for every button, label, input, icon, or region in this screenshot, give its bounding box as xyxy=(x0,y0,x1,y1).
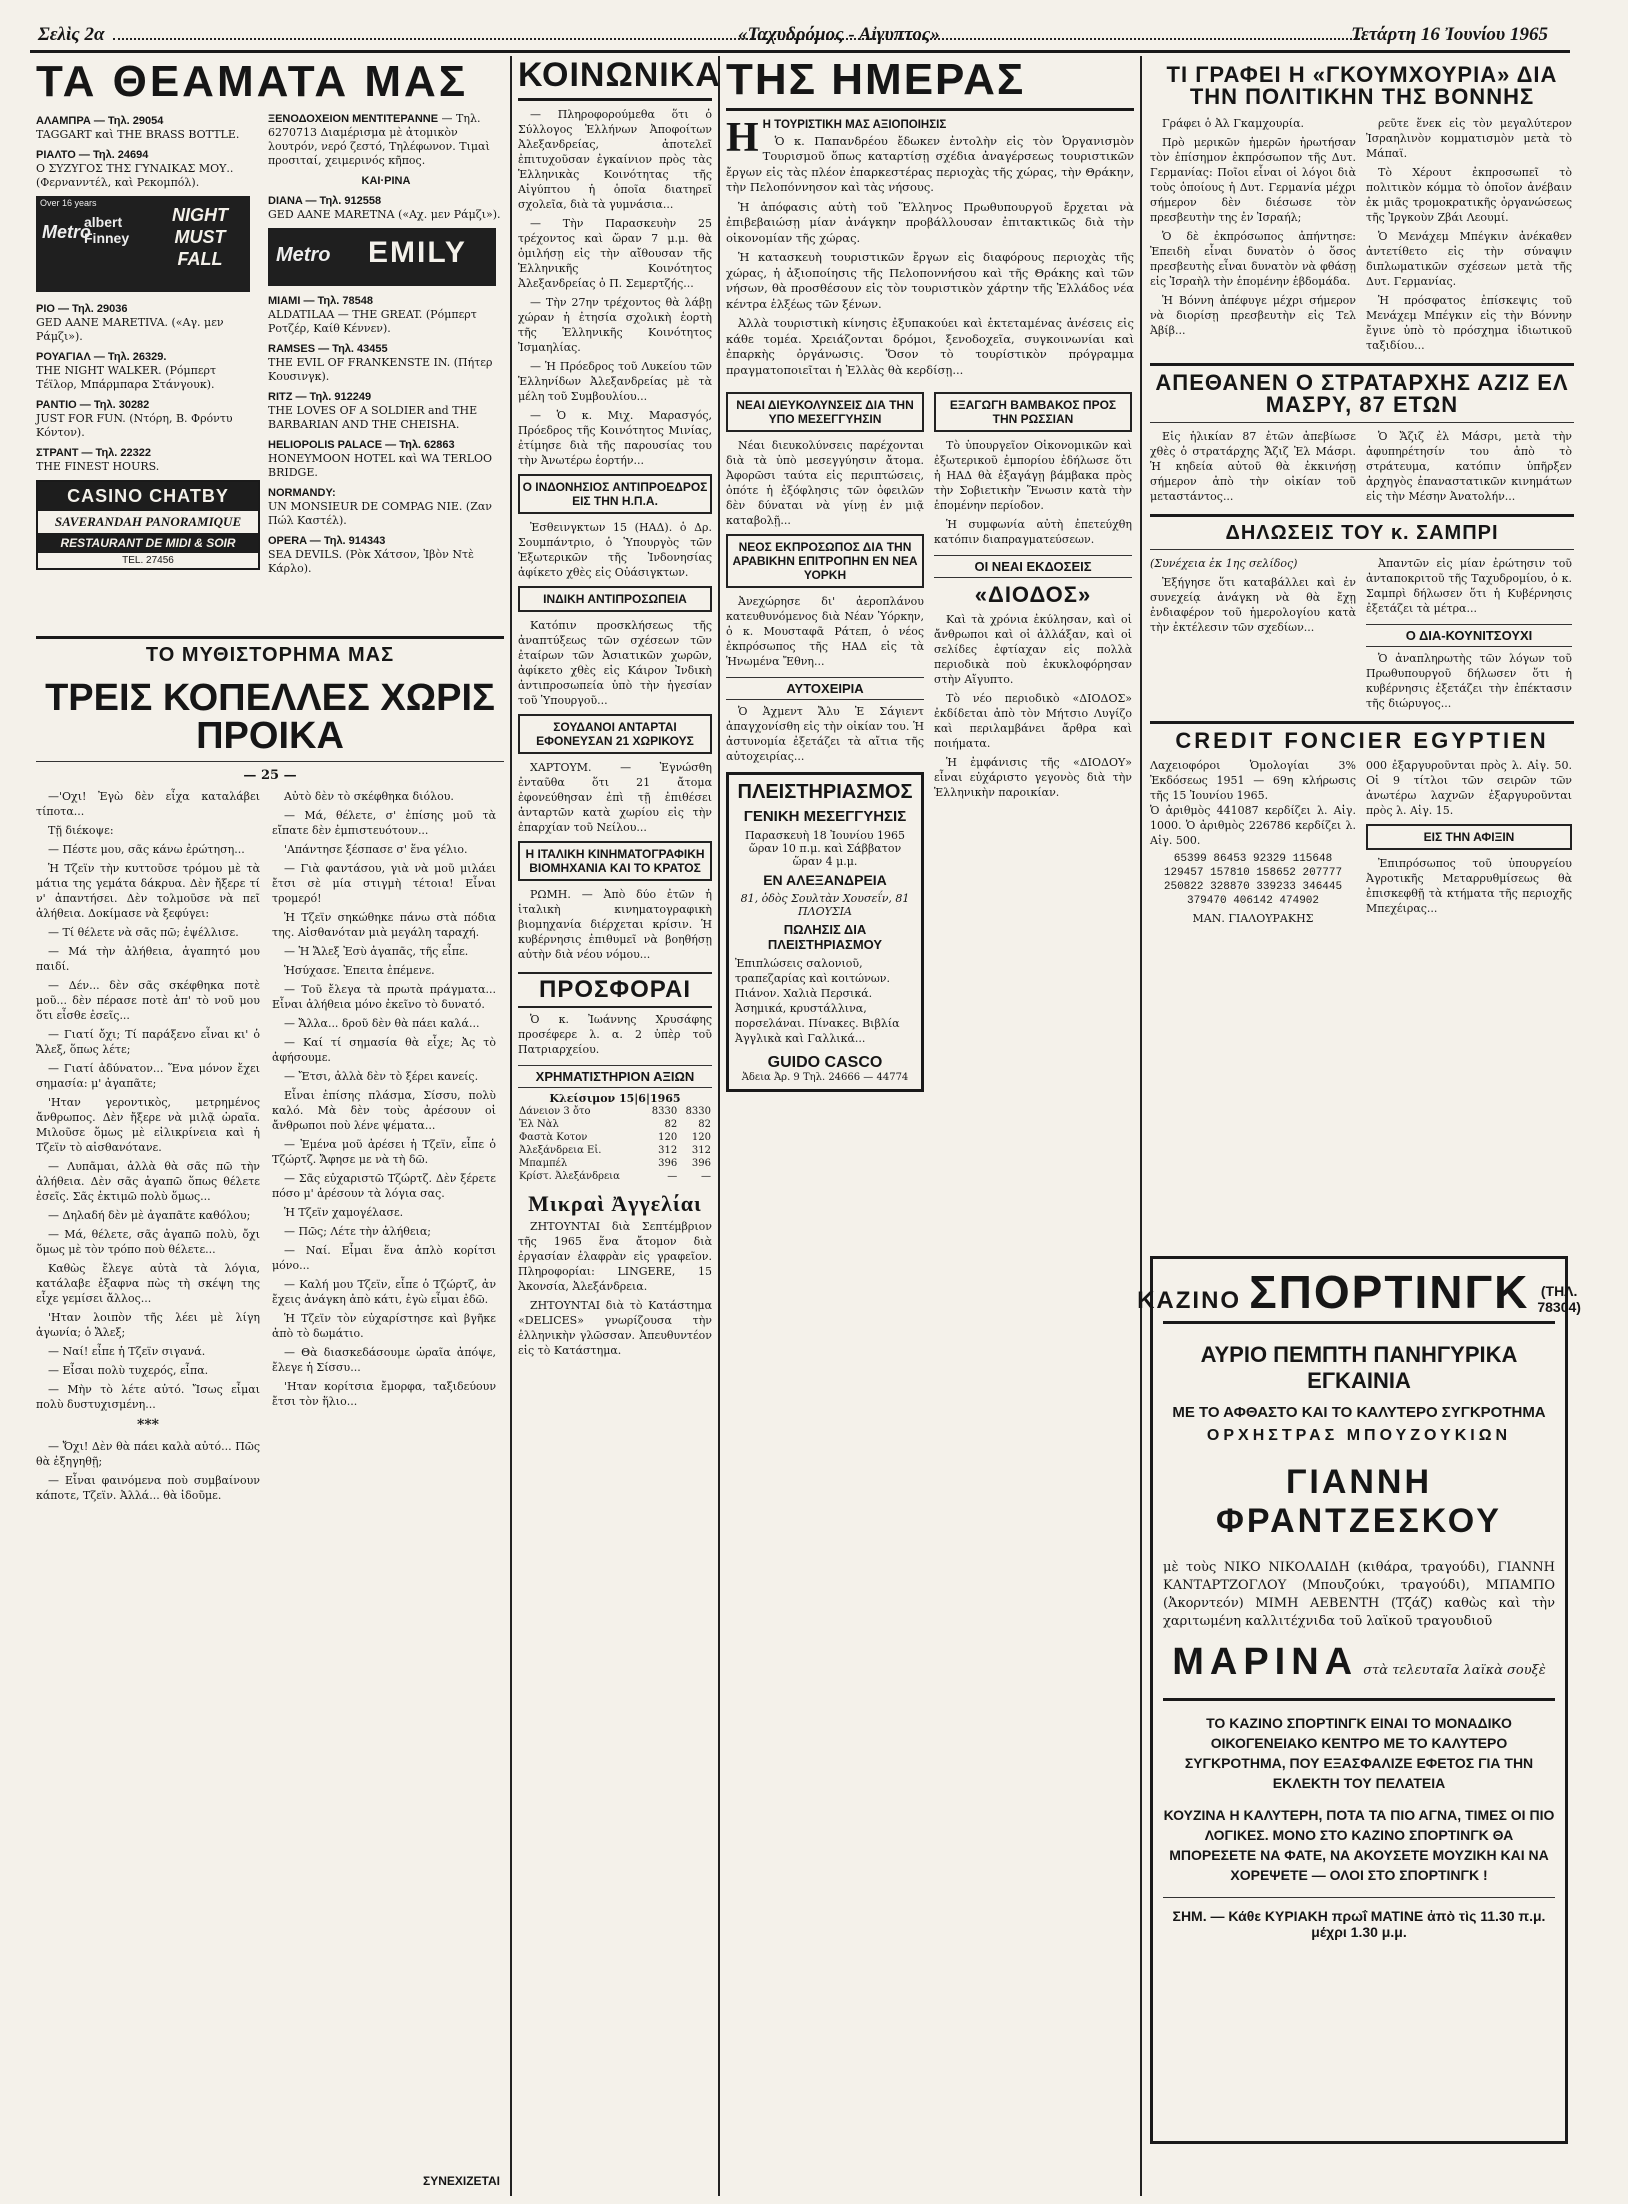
gumhuria-column-a: Γράφει ὁ Ἀλ Γκαμχουρία. Πρὸ μερικῶν ἡμερῶν ἠρωτήσαν τὸν ἐπίσημον ἐκπρόσωπον τῆς Δυτ. Γερμανίας: Ποῖοι εἶναι οἱ λόγοι διὰ τοὺς ὁποίους ἡ Δυτ. Γερμανία μέχρι σήμερον δὲν διέσωσε τὸν πρεσβευτὴν της ἐν Ἰσραήλ; Ὁ δὲ ἐκπρόσωπος ἀπήντησε: Ἐπειδὴ εἶναι δυνατὸν ὁ ὅσος πρεσβευτὴς εἶναι δυνατὸν νὰ φθάσῃ εἰς Ἰσραὴλ τὴν ἑπομένην ἑβδομάδα. Ἡ Βόννη ἀπέφυγε μέχρι σήμερον νὰ διορίσῃ πρεσβευτὴν εἰς Τελ Ἀβίβ... xyxy=(1150,117,1356,337)
listing-item: ΡΙΑΛΤΟ — Τηλ. 24694 Ο ΣΥΖΥΓΟΣ ΤΗΣ ΓΥΝΑΙΚΑΣ ΜΟΥ.. (Φερνανντέλ, καὶ Ρεκομπόλ). xyxy=(36,149,234,189)
divider xyxy=(1163,1698,1555,1701)
section-heading-day: ΤΗΣ ΗΜΕΡΑΣ xyxy=(726,55,1026,104)
newspaper-name: «Ταχυδρόμος - Αἰγυπτος» xyxy=(738,24,940,45)
sabri-column-b: Ἀπαντῶν εἰς μίαν ἐρώτησιν τοῦ ἀνταποκριτοῦ τῆς Ταχυδρομίου, ὁ κ. Σαμπρὶ δήλωσεν ὅτι ἡ Κυβέρνησις ἐξετάζει τὰ μέτρα... Ο ΔΙΑ-ΚΟΥΝΙΤΣΟΥΧΙ Ὁ ἀναπληρωτὴς τῶν λόγων τοῦ Πρωθυπουργοῦ δήλωσεν ὅτι ἡ κυβέρνησις ἐξετάζει τὴν ἐπέκτασιν τῆς διώρυγος... xyxy=(1366,557,1572,710)
episode-number: — 25 — xyxy=(243,768,297,783)
article-cotton: Τὸ ὑπουργεῖον Οἰκονομικῶν καὶ ἐξωτερικοῦ ἐμπορίου ἐδήλωσε ὅτι ἡ ΗΑΔ θὰ ἐξαγάγῃ βάμβακα πρὸς τὴν Σοβιετικὴν Ἕνωσιν κατὰ τὴν ἑπομένην περίοδον. Ἡ συμφωνία αὐτὴ ἐπετεύχθη κατόπιν διαπραγματεύσεων. xyxy=(934,439,1132,546)
page-label: Σελὶς 2α xyxy=(38,24,105,45)
listing-item: DIANA — Τηλ. 912558 GED AANE MARETNA («Αχ. μεν Ράμζι»). xyxy=(268,195,501,221)
death-column-b: Ὁ Ἄζιζ ἐλ Μάσρι, μετὰ τὴν ἀφυπηρέτησίν του ἀπὸ τὸ στράτευμα, κατόπιν ὑπῆρξεν ἀρχηγὸς ἐπαναστατικῶν κινημάτων εἰς τὴν Μέσην Ἀνατολήν... xyxy=(1366,430,1572,503)
divider xyxy=(726,108,1134,111)
listing-item: RITZ — Τηλ. 912249 THE LOVES OF A SOLDIER and THE BARBARIAN AND THE CHEISHA. xyxy=(268,391,478,431)
novel-section xyxy=(36,630,504,2200)
drop-cap: Η xyxy=(726,115,759,161)
column-rule xyxy=(718,56,720,2196)
divider xyxy=(1150,422,1574,423)
headline-suicide: ΑΥΤΟΧΕΙΡΙΑ xyxy=(726,677,924,700)
novel-column-a: —'Οχι! Ἐγὼ δὲν εἶχα καταλάβει τίποτα... Τῇ διέκοψε: — Πέστε μου, σᾶς κάνω ἐρώτηση... Ἡ Τζεϊν τὴν κυττοῦσε τρόμου μὲ τὰ μάτια της γεμάτα δάκρυα. Δὲν ἤξερε τί ν' ἀπαντήσει. Δὲν τολμοῦσε νὰ πεῖ ἀλήθεια. Δοκίμασε νὰ ξεφύγει: — Τί θέλετε νὰ σᾶς πῶ; ἐψέλλισε. — Μά τὴν ἀλήθεια, ἀγαπητό μου παιδί. — Δέν... δὲν σᾶς σκέφθηκα ποτὲ μοῦ... δὲν πέρασε ποτὲ ἀπ' τὸ νοῦ μου ὅτι εἶσθε ἐσεῖς... — Γιατί ὄχι; Τί παράξενο εἶναι κι' ὁ Ἄλεξ, ὅπως λέτε; — Γιατί ἀδύνατον... Ἕνα μόνον ἔχει σημασία: μ' ἀγαπᾶτε; 'Ηταν γεροντικὸς, μετρημένος ἄνθρωπος. Δὲν ἤξερε νὰ μιλᾷ ὡραῖα. Μιλοῦσε ὅμως μὲ εἰλικρίνεια καὶ ἡ Τζεϊν τὸ αἰσθανότανε. — Λυπᾶμαι, ἀλλὰ θὰ σᾶς πῶ τὴν ἀλήθεια. Δὲν σᾶς ἀγαπῶ ὅπως θέλετε ἐσεῖς. Σᾶς ἐκτιμῶ πολὺ ὅμως... — Δηλαδή δὲν μὲ ἀγαπᾶτε καθόλου; — Μά, θέλετε, σᾶς ἀγαπῶ πολὺ, ὄχι ὅμως μὲ τὸν τρόπο ποὺ θέλετε... Καθὼς ἔλεγε αὐτὰ τὰ λόγια, κατάλαβε ἐξαφνα πὼς τὴ σκέψη της εἶχε γεμίσει ἄλλος... 'Ηταν λοιπὸν τῆς λέει μὲ λίγη ἀγωνία; ὁ Ἄλεξ; — Ναί! εἶπε ἡ Τζεϊν σιγανά. — Εἶσαι πολὺ τυχερός, εἶπα. — Μὴν τὸ λέτε αὐτό. Ἴσως εἶμαι πολὺ δυστυχισμένη... *** — Ὄχι! Δὲν θὰ πάει καλὰ αὐτό... Πῶς θὰ ἐξηγηθῇ; — Εἶναι φαινόμενα ποὺ συμβαίνουν κάποτε, Τζεϊν. Ἀλλά... θὰ ἰδοῦμε. xyxy=(36,790,260,1502)
headline-sabri: ΔΗΛΩΣΕΙΣ ΤΟΥ κ. ΣΑΜΠΡΙ xyxy=(1225,522,1499,544)
listing-item: HELIOPOLIS PALACE — Τηλ. 62863 HONEYMOON HOTEL καὶ WA TERLOO BRIDGE. xyxy=(268,439,493,479)
right-column xyxy=(1150,58,1574,1238)
article-envoy: Ἀνεχώρησε δι' ἀεροπλάνου κατευθυνόμενος διὰ Νέαν Ὑόρκην, ὁ κ. Μουσταφᾶ Ράτεπ, ὁ νέος ἐκπρόσωπος τῆς ΗΑΔ εἰς τὰ Ἡνωμένα Ἔθνη... xyxy=(726,595,924,668)
novel-column-b: Αὐτὸ δὲν τὸ σκέφθηκα διόλου. — Μά, θέλετε, σ' ἐπίσης μοῦ τὰ εἴπατε δὲν ἐμπιστευότουν... 'Απάντησε ξέσπασε σ' ἕνα γέλιο. — Γιὰ φαντάσου, γιὰ νὰ μοῦ μιλάει ἔτσι σὲ μία στιγμὴ τέτοια! Εἶναι τρομερό! Ἡ Τζεϊν σηκώθηκε πάνω στὰ πόδια της. Αἰσθανόταν μιὰ μεγάλη ταραχή. — Ἡ Ἄλεξ Ἐσὺ ἀγαπᾶς, τῆς εἶπε. Ἡσύχασε. Ἐπειτα ἐπέμενε. — Τοῦ ἔλεγα τὰ πρωτὰ πράγματα... Εἶναι ἀλήθεια μόνο ἐκεῖνο τὸ δυνατό. — Ἄλλα... δροῦ δὲν θὰ πάει καλά... — Καί τί σημασία θὰ εἶχε; Ἀς τὸ ἀφήσουμε. — Ἔτσι, ἀλλὰ δὲν τὸ ξέρει κανείς. Εἶναι ἐπίσης πλάσμα, Σίσσυ, πολὺ καλό. Μὰ δὲν τοὺς ἀρέσουν οἱ ἄνθρωποι ποὺ λένε ψέματα... — Ἐμένα μοῦ ἀρέσει ἡ Τζεϊν, εἶπε ὁ Τζώρτζ. Ἄφησε με νὰ τὴ δῶ. — Σᾶς εὐχαριστῶ Τζώρτζ. Δὲν ξέρετε πόσο μ' ἀρέσουν τὰ λόγια σας. Ἡ Τζεϊν χαμογέλασε. — Πῶς; Λέτε τὴν ἀλήθεια; — Ναί. Εἶμαι ἕνα ἁπλὸ κορίτσι μόνο... — Καλή μου Τζεϊν, εἶπε ὁ Τζώρτζ, ἀν ἔχεις ἀνάγκη ἀπὸ κάτι, ἐγὼ εἶμαι ἐδῶ. Ἡ Τζεϊν τὸν εὐχαρίστησε καὶ βγῆκε ἀπὸ τὸ δωμάτιο. — Θὰ διασκεδάσουμε ὡραῖα ἀπόψε, ἔλεγε ἡ Σίσσυ... 'Ηταν κορίτσια ἔμορφα, ταξιδεύουν ἔτσι τὸν ἥλιο... xyxy=(272,790,496,1408)
stocks-table xyxy=(518,1105,712,1183)
article-offers: Ὁ κ. Ἰωάννης Χρυσάφης προσέφερε λ. α. 2 ὑπὲρ τοῦ Πατριαρχείου. xyxy=(518,1013,712,1056)
social-text: — Πληροφορούμεθα ὅτι ὁ Σύλλογος Ἑλλήνων Ἀποφοίτων Ἀλεξανδρείας, ἀποτελεῖ ἐπιτυχοῦσαν ἐγκαίνιον πρὸς τὰς Ἑλληνικὰς Κοινότητας τῆς Αἰγύπτου ἡ ὁποῖα διατηρεῖ σχολεῖα, διὰ τὰ γυμνάσια... — Τὴν Παρασκευὴν 25 τρέχοντος καὶ ὥραν 7 μ.μ. θὰ ὁμιλήσῃ εἰς τὴν αἴθουσαν τῆς Ἑλληνικῆς Κοινότητος Ἀλεξανδρείας ὁ Π. Σεμερτζής... — Τὴν 27ην τρέχοντος θὰ λάβῃ χώραν ἡ ἐτησία σχολικὴ ἑορτὴ τῆς Ἑλληνικῆς Κοινότητος Ἰσμαηλίας. — Ἡ Πρόεδρος τοῦ Λυκείου τῶν Ἑλληνίδων Ἀλεξανδρείας μὲ τὰ μέλη τοῦ Συμβουλίου... — Ὁ κ. Μιχ. Μαρασγός, Πρόεδρος τῆς Κοινότητος Μινίας, ἐτίμησε διὰ τῆς παρουσίας του τὴν Ἀνωτέρω ἑορτήν... xyxy=(518,108,712,467)
ad-matinee-note: ΣΗΜ. — Κάθε ΚΥΡΙΑΚΗ πρωΐ ΜΑΤΙΝΕ ἀπὸ τὶς 11.30 π.μ. μέχρι 1.30 μ.μ. xyxy=(1172,1908,1546,1940)
continued-label: ΣΥΝΕΧΙΖΕΤΑΙ xyxy=(423,2174,500,2188)
ad-opening: ΑΥΡΙΟ ΠΕΜΠΤΗ ΠΑΝΗΓΥΡΙΚΑ ΕΓΚΑΙΝΙΑ xyxy=(1200,1342,1518,1393)
headline-india: ΙΝΔΙΚΗ ΑΝΤΙΠΡΟΣΩΠΕΙΑ xyxy=(518,586,712,612)
gumhuria-column-b: ρεῦτε ἕνεκ εἰς τὸν μεγαλύτερον Ἰσραηλινὸν κομματισμὸν μετὰ τὸ Μάπαϊ. Τὸ Χέρουτ ἐκπροσωπεῖ τὸ πολιτικὸν κόμμα τὸ ὁποῖον ἀνέβαιν ἐκ μιᾶς τρομοκρατικῆς ὀργανώσεως τῆς Ἰργκοὺν Ζβάι Λεουμί. Ὁ Μενάχεμ Μπέγκιν ἀνέκαθεν ἀντετίθετο εἰς τὴν σύναψιν διπλωματικῶν σχέσεων μετὰ τῆς Δυτ. Γερμανίας. Ἡ πρόσφατος ἐπίσκεψις τοῦ Μενάχεμ Μπέγκιν εἰς τὴν Βόννην ἔγινε ὑπὸ τὸ πρόσχημα ἰδιωτικοῦ ταξιδίου... xyxy=(1366,117,1572,352)
headline-facilities: ΝΕΑΙ ΔΙΕΥΚΟΛΥΝΣΕΙΣ ΔΙΑ ΤΗΝ ΥΠΟ ΜΕΣΕΓΓΥΗΣΙΝ xyxy=(726,392,924,432)
metro-ad-right: Metro EMILY xyxy=(268,228,496,286)
death-column-a: Εἰς ἡλικίαν 87 ἐτῶν ἀπεβίωσε χθὲς ὁ στρατάρχης Ἄζιζ Ἐλ Μάσρι. Ἡ κηδεία αὐτοῦ θὰ ἐκκινήσῃ σήμερον ἀπὸ τὴν οἰκίαν τοῦ μεταστάντος... xyxy=(1150,430,1356,503)
article-italy: ΡΩΜΗ. — Ἀπὸ δύο ἐτῶν ἡ ἰταλικὴ κινηματογραφικὴ βιομηχανία διέρχεται κρίσιν. Ἡ κυβέρνησις ἐπιθυμεῖ νὰ βοηθήσῃ αὐτὴν διὰ νέου νόμου... xyxy=(518,888,712,961)
headline-cotton: ΕΞΑΓΩΓΗ ΒΑΜΒΑΚΟΣ ΠΡΟΣ ΤΗΝ ΡΩΣΣΙΑΝ xyxy=(934,392,1132,432)
headline-stocks: ΧΡΗΜΑΤΙΣΤΗΡΙΟΝ ΑΞΙΩΝ xyxy=(518,1065,712,1088)
listing-item: ΡΟΥΑΓΙΑΛ — Τηλ. 26329. THE NIGHT WALKER. (Ρόμπερτ Τέϊλορ, Μπάρμπαρα Στάνγουκ). xyxy=(36,351,217,391)
credit-column-b: 000 ἐξαργυροῦνται πρὸς λ. Αἰγ. 50. Οἱ 9 τίτλοι τῶν σειρῶν τῶν ἀνωτέρω λαχνῶν ἐξαργυροῦνται πρὸς λ. Αἰγ. 15. ΕΙΣ ΤΗΝ ΑΦΙΞΙΝ Ἐπιπρόσωπος τοῦ ὑπουργείου Ἀγροτικῆς Μεταρρυθμίσεως θὰ ἐπισκεφθῇ τὰ κτήματα τῆς περιοχῆς Μπεχέιρας... xyxy=(1366,759,1572,915)
table-row: Φαστὰ Κοτον 120 120 xyxy=(519,1132,711,1143)
novel-title: ΤΡΕΙΣ ΚΟΠΕΛΛΕΣ ΧΩΡΙΣ ΠΡΟΙΚΑ xyxy=(45,677,495,757)
article-indonesia: Ἐσθεινγκτων 15 (ΗΑΔ). ὁ Δρ. Σουμπάντριο, ὁ Ὑπουργὸς τῶν Ἐξωτερικῶν τῆς Ἰνδονησίας ἀφίκετο χθὲς εἰς Οὐάσιγκτων. xyxy=(518,521,712,579)
divider xyxy=(518,98,712,101)
credit-signature: ΜΑΝ. ΓΙΑΛΟΥΡΑΚΗΣ xyxy=(1192,912,1314,925)
headline-indonesia: Ο ΙΝΔΟΝΗΣΙΟΣ ΑΝΤΙΠΡΟΕΔΡΟΣ ΕΙΣ ΤΗΝ Η.Π.Α. xyxy=(518,474,712,514)
column-rule xyxy=(510,56,512,2196)
top-rule xyxy=(30,50,1570,53)
publication-title: «ΔΙΟΔΟΣ» xyxy=(974,582,1092,607)
day-subcolumn-b xyxy=(934,386,1132,1092)
novel-section-heading: ΤΟ ΜΥΘΙΣΤΟΡΗΜΑ ΜΑΣ xyxy=(145,644,395,666)
headline-death: ΑΠΕΘΑΝΕΝ Ο ΣΤΡΑΤΑΡΧΗΣ ΑΖΙΖ ΕΛ ΜΑΣΡΥ, 87 ΕΤΩΝ xyxy=(1155,370,1569,417)
lottery-numbers: 65399 86453 92329 115648 129457 157810 158652 207777 250822 328870 339233 346445 379470 406142 474902 xyxy=(1163,853,1343,907)
ad-promo: ΤΟ ΚΑΖΙΝΟ ΣΠΟΡΤΙΝΓΚ ΕΙΝΑΙ ΤΟ ΜΟΝΑΔΙΚΟ ΟΙΚΟΓΕΝΕΙΑΚΟ ΚΕΝΤΡΟ ΜΕ ΤΟ ΚΑΛΥΤΕΡΟ ΣΥΓΚΡΟΤΗΜΑ, ΠΟΥ ΕΞΑΣΦΑΛΙΖΕ ΕΦΕΤΟΣ ΓΙΑ ΤΗΝ ΕΚΛΕΚΤΗ ΤΟΥ ΠΕΛΑΤΕΙΑ xyxy=(1184,1715,1534,1791)
headline-canal: Ο ΔΙΑ-ΚΟΥΝΙΤΣΟΥΧΙ xyxy=(1366,624,1572,647)
headline-sudan: ΣΟΥΔΑΝΟΙ ΑΝΤΑΡΤΑΙ ΕΦΟΝΕΥΣΑΝ 21 ΧΩΡΙΚΟΥΣ xyxy=(518,714,712,754)
headline-arrival: ΕΙΣ ΤΗΝ ΑΦΙΞΙΝ xyxy=(1366,824,1572,850)
day-subcolumn-a xyxy=(726,386,924,1092)
listing-item: NORMANDY: UN MONSIEUR DE COMPAG NIE. (Ζαν Πώλ Καστέλ). xyxy=(268,487,492,527)
ad-cast: μὲ τοὺς ΝΙΚΟ ΝΙΚΟΛΑΙΔΗ (κιθάρα, τραγούδι), ΓΙΑΝΝΗ ΚΑΝΤΑΡΤΖΟΓΛΟΥ (Μπουζούκι, τραγούδι), ΜΠΑΜΠΟ (Ἀκορντεόν) ΜΙΜΗ ΑΕΒΕΝΤΗ (Τζάζ) καθὼς καὶ τὴν χαριτωμένη καλλιτέχνιδα τοῦ λαϊκοῦ τραγουδιοῦ xyxy=(1163,1560,1555,1629)
divider xyxy=(1163,1897,1555,1898)
classified-ads: ΖΗΤΟΥΝΤΑΙ διὰ Σεπτέμβριον τῆς 1965 ἕνα ἄτομον διὰ ἐργασίαν ἐλαφρὰν εἰς γραφεῖον. Πληροφορίαι: LINGERE, 15 Ἀκονσία, Ἀλεξάνδρεια. ΖΗΤΟΥΝΤΑΙ διὰ τὸ Κατάστημα «DELICES» γνωρίζουσα τὴν ἑλληνικὴν γλῶσσαν. Ἀπευθυντέον εἰς τὸ Κατάστημα. xyxy=(518,1220,712,1357)
stocks-date: Κλείσιμον 15|6|1965 xyxy=(549,1092,681,1105)
table-row: Ἀλεξάνδρεια Εἰ. 312 312 xyxy=(519,1145,711,1156)
listing-item: ΡΙΟ — Τηλ. 29036 GED AANE MARETIVA. («Αγ. μεν Ράμζι»). xyxy=(36,303,224,343)
article-publications: Καὶ τὰ χρόνια ἐκύλησαν, καὶ οἱ ἄνθρωποι καὶ οἱ ἀλλάξαν, καὶ οἱ σελίδες ἐφτίαχαν εἰς πολλὰ περιοδικὰ ποὺ ἐκυκλοφόρησαν στὴν Αἴγυπτο. Τὸ νέο περιοδικὸ «ΔΙΟΔΟΣ» ἐκδίδεται ἀπὸ τὸν Μήτσιο Λυγίζο καὶ περιλαμβάνει ἄρθρα καὶ ποιήματα. Ἡ ἐμφάνισις τῆς «ΔΙΟΔΟΥ» εἶναι εὐχάριστο γεγονὸς διὰ τὴν Ἑλληνικὴν παροικίαν. xyxy=(934,613,1132,799)
divider xyxy=(1150,363,1574,366)
divider xyxy=(1150,514,1574,517)
ad-tel: (ΤΗΛ. 78304) xyxy=(1537,1283,1581,1315)
ad-sporting-name: ΣΠΟΡΤΙΝΓΚ xyxy=(1249,1266,1530,1318)
casino-chatby-ad: CASINO CHATBY SAVERANDAH PANORAMIQUE RESTAURANT DE MIDI & SOIR TEL. 27456 xyxy=(36,480,260,570)
article-facilities: Νέαι διευκολύνσεις παρέχονται διὰ τὰ ὑπὸ μεσεγγύησιν ἄτομα. Ἀφορῶσι ταύτα εἰς περιπτώσεις, ὁπότε ἡ ἐξόφλησις τῶν ὀφειλῶν δὲν δύναται νὰ γίνῃ ἐν μιᾷ καταβολῇ... xyxy=(726,439,924,527)
divider xyxy=(1163,1321,1555,1324)
lead-title: Η ΤΟΥΡΙΣΤΙΚΗ ΜΑΣ ΑΞΙΟΠΟΙΗΣΙΣ xyxy=(762,119,947,131)
ad-promo-2: ΚΟΥΖΙΝΑ Η ΚΑΛΥΤΕΡΗ, ΠΟΤΑ ΤΑ ΠΙΟ ΑΓΝΑ, ΤΙΜΕΣ ΟΙ ΠΙΟ ΛΟΓΙΚΕΣ. ΜΟΝΟ ΣΤΟ ΚΑΖΙΝΟ ΣΠΟΡΤΙΝΓΚ ΘΑ ΜΠΟΡΕΣΕΤΕ ΝΑ ΦΑΤΕ, ΝΑ ΑΚΟΥΣΕΤΕ ΜΟΥΖΙΚΗ ΚΑΙ ΝΑ ΧΟΡΕΨΕΤΕ — ΟΛΟΙ ΣΤΟ ΣΠΟΡΤΙΝΓΚ ! xyxy=(1163,1807,1555,1883)
section-heading-theatres: ΤΑ ΘΕΑΜΑΤΑ ΜΑΣ xyxy=(36,57,469,106)
table-row: Δάνειον 3 ὄτο 8330 8330 xyxy=(519,1106,711,1117)
listing-item: ΞΕΝΟΔΟΧΕΙΟΝ ΜΕΝΤΙΤΕΡΑΝΝΕ — Τηλ. 6270713 Διαμέρισμα μὲ ἀτομικὸν λουτρόν, νερό ζεστό, Τηλέφωνον. Τιμαὶ προσιταί, χειμερινός κῆπος. xyxy=(268,112,490,167)
sabri-column-a: (Συνέχεια ἐκ 1ης σελίδος) Ἐξήγησε ὅτι καταβάλλει καὶ ἐν συνεχείᾳ ἀνάγκη νὰ θὰ ἔχῃ ἐνδιαφέρον τοῦ ἡμερολογίου κατὰ τὴν ἐκτέλεσιν τῶν σχεδίων... xyxy=(1150,557,1356,634)
listing-item: RAMSES — Τηλ. 43455 THE EVIL OF FRANKENSTE IN. (Πήτερ Κουσινγκ). xyxy=(268,343,493,383)
article-sudan: ΧΑΡΤΟΥΜ. — Ἐγνώσθη ἐνταῦθα ὅτι 21 ἄτομα ἐφονεύθησαν ἐπὶ τῇ ἐπιθέσει ἀνταρτῶν κατὰ χωρίου εἰς τὴν ἐπαρχίαν τοῦ Νείλου... xyxy=(518,761,712,834)
headline-offers: ΠΡΟΣΦΟΡΑΙ xyxy=(518,972,712,1008)
headline-classified: Μικραὶ Ἀγγελίαι xyxy=(528,1191,702,1216)
headline-envoy: ΝΕΟΣ ΕΚΠΡΟΣΩΠΟΣ ΔΙΑ ΤΗΝ ΑΡΑΒΙΚΗΝ ΕΠΙΤΡΟΠΗΝ ΕΝ ΝΕΑ ΥΟΡΚΗ xyxy=(726,534,924,588)
metro-ad-left: Over 16 years Metro albert Finney NIGHT MUST FALL xyxy=(36,196,250,292)
headline-gumhuria: ΤΙ ΓΡΑΦΕΙ Η «ΓΚΟΥΜΧΟΥΡΙΑ» ΔΙΑ ΤΗΝ ΠΟΛΙΤΙΚΗΝ ΤΗΣ ΒΟΝΝΗΣ xyxy=(1166,62,1558,109)
article-suicide: Ὁ Ἀχμεντ Ἄλυ Ἐ Σάγιεντ ἀπαγχονίσθη εἰς τὴν οἰκίαν του. Ἡ ἀστυνομία ἐξετάζει τὰ αἴτια τῆς αὐτοχειρίας... xyxy=(726,705,924,763)
divider xyxy=(36,636,504,639)
divider xyxy=(1150,549,1574,550)
divider xyxy=(1150,721,1574,724)
table-row: Ἐλ Νὰλ 82 82 xyxy=(519,1119,711,1130)
lead-article: Η Η ΤΟΥΡΙΣΤΙΚΗ ΜΑΣ ΑΞΙΟΠΟΙΗΣΙΣ Ὁ κ. Παπανδρέου ἔδωκεν ἐντολὴν εἰς τὸν Ὀργανισμὸν Τουρισμοῦ ὅπως καταρτίσῃ σχέδια ἀναγέρσεως τουριστικῶν ἔργων εἰς τὰς πλέον ἐπαρκεστέρας περιοχὰς τῆς χώρας, τὴν Θράκην, τὴν Πελοπόννησον καὶ τὰς νήσους. Ἡ ἀπόφασις αὐτὴ τοῦ Ἕλληνος Πρωθυπουργοῦ ἔρχεται νὰ ἐπιβεβαιώσῃ μίαν ἀνάγκην προβάλλουσαν ἐπιτακτικῶς διὰ τὴν οἰκονομίαν τῆς χώρας. Ἡ κατασκευὴ τουριστικῶν ἔργων εἰς διαφόρους περιοχὰς τῆς χώρας, ἡ ἀξιοποίησις τῆς Πελοποννήσου καὶ τῆς Θράκης καὶ τῶν νήσων, θὰ προσθέσουν εἰς τὸν τουριστικὸν χάρτην τῆς Ἑλλάδος νέα κέντρα ἑλξέως τῶν ξένων. Ἀλλὰ τουριστικὴ κίνησις ἐξυπακούει καὶ ἐκτεταμένας ἀνέσεις εἰς κάθε τομέα. Χρειάζονται δρόμοι, ξενοδοχεῖα, συγκοινωνίαι καὶ ἐπαρκὴς ὀργάνωσις. Ὅσον τὸ τουρίστικὸν πρόγραμμα πραγματοποιεῖται ἡ Ἑλλὰς θὰ κερδίσῃ... xyxy=(726,115,1134,377)
divider xyxy=(36,761,504,762)
listing-item: OPERA — Τηλ. 914343 SEA DEVILS. (Ρὸκ Χάτσον, Ἰβὸν Ντὲ Κάρλο). xyxy=(268,535,474,575)
column-rule xyxy=(1140,56,1142,2196)
article-arrival: Ἐπιπρόσωπος τοῦ ὑπουργείου Ἀγροτικῆς Μεταρρυθμίσεως θὰ ἐπισκεφθῇ τὰ κτήματα τῆς περιοχῆς Μπεχέιρας... xyxy=(1366,857,1572,915)
section-heading-social: ΚΟΙΝΩΝΙΚΑ xyxy=(518,56,721,94)
day-column xyxy=(726,55,1134,2198)
section-break: *** xyxy=(137,1417,159,1433)
table-row: Μπαμπέλ 396 396 xyxy=(519,1158,711,1169)
ad-artist: ΓΙΑΝΝΗ ΦΡΑΝΤΖΕΣΚΟΥ xyxy=(1216,1463,1502,1540)
social-column xyxy=(518,56,721,2198)
ad-singer: ΜΑΡΙΝΑ xyxy=(1172,1641,1359,1683)
listing-item: ΑΛΑΜΠΡΑ — Τηλ. 29054 TAGGART καὶ THE BRASS BOTTLE. xyxy=(36,115,240,141)
auction-ad: ΠΛΕΙΣΤΗΡΙΑΣΜΟΣ ΓΕΝΙΚΗ ΜΕΣΕΓΓΥΗΣΙΣ Παρασκευὴ 18 Ἰουνίου 1965 ὥραν 10 π.μ. καὶ Σάββατον ὥραν 4 μ.μ. ΕΝ ΑΛΕΞΑΝΔΡΕΙΑ 81, ὁδὸς Σουλτὰν Χουσεΐν, 81 ΠΛΟΥΣΙΑ ΠΩΛΗΣΙΣ ΔΙΑ ΠΛΕΙΣΤΗΡΙΑΣΜΟΥ Ἐπιπλώσεις σαλονιοῦ, τραπεζαρίας καὶ κοιτώνων. Πιάνον. Χαλιὰ Περσικά. Ἀσημικά, κρυστάλλινα, πορσελάναι. Πίνακες. Βιβλία Ἀγγλικὰ καὶ Γαλλικά... GUIDO CASCO Ἀδεια Ἀρ. 9 Τηλ. 24666 — 44774 xyxy=(726,772,924,1092)
issue-date: Τετάρτη 16 Ἰουνίου 1965 xyxy=(1351,24,1548,45)
ad-casino-word: ΚΑΖΙΝΟ xyxy=(1137,1287,1242,1314)
article-india: Κατόπιν προσκλήσεως τῆς ἀναπτύξεως τῶν σχέσεων τῶν ἐταίρων τῶν Ἀσιατικῶν χωρῶν, ἀφίκετο χθὲς εἰς Κάιρον Ἰνδικὴ ἀντιπροσωπεία ὑπὸ τὴν ἡγεσίαν τοῦ Ὑπουργοῦ... xyxy=(518,619,712,707)
headline-publications: ΟΙ ΝΕΑΙ ΕΚΔΟΣΕΙΣ xyxy=(934,555,1132,578)
running-head xyxy=(38,22,1628,52)
sporting-casino-ad: ΚΑΖΙΝΟ ΣΠΟΡΤΙΝΓΚ (ΤΗΛ. 78304) ΑΥΡΙΟ ΠΕΜΠΤΗ ΠΑΝΗΓΥΡΙΚΑ ΕΓΚΑΙΝΙΑ ΜΕ ΤΟ ΑΦΘΑΣΤΟ ΚΑΙ ΤΟ ΚΑΛΥΤΕΡΟ ΣΥΓΚΡΟΤΗΜΑ ΟΡΧΗΣΤΡΑΣ ΜΠΟΥΖΟΥΚΙΩΝ ΓΙΑΝΝΗ ΦΡΑΝΤΖΕΣΚΟΥ μὲ τοὺς ΝΙΚΟ ΝΙΚΟΛΑΙΔΗ (κιθάρα, τραγούδι), ΓΙΑΝΝΗ ΚΑΝΤΑΡΤΖΟΓΛΟΥ (Μπουζούκι, τραγούδι), ΜΠΑΜΠΟ (Ἀκορντεόν) ΜΙΜΗ ΑΕΒΕΝΤΗ (Τζάζ) καθὼς καὶ τὴν χαριτωμένη καλλιτέχνιδα τοῦ λαϊκοῦ τραγουδιοῦ ΜΑΡΙΝΑ στὰ τελευταῖα λαϊκὰ σουξὲ ΤΟ ΚΑΖΙΝΟ ΣΠΟΡΤΙΝΓΚ ΕΙΝΑΙ ΤΟ ΜΟΝΑΔΙΚΟ ΟΙΚΟΓΕΝΕΙΑΚΟ ΚΕΝΤΡΟ ΜΕ ΤΟ ΚΑΛΥΤΕΡΟ ΣΥΓΚΡΟΤΗΜΑ, ΠΟΥ ΕΞΑΣΦΑΛΙΖΕ ΕΦΕΤΟΣ ΓΙΑ ΤΗΝ ΕΚΛΕΚΤΗ ΤΟΥ ΠΕΛΑΤΕΙΑ ΚΟΥΖΙΝΑ Η ΚΑΛΥΤΕΡΗ, ΠΟΤΑ ΤΑ ΠΙΟ ΑΓΝΑ, ΤΙΜΕΣ ΟΙ ΠΙΟ ΛΟΓΙΚΕΣ. ΜΟΝΟ ΣΤΟ ΚΑΖΙΝΟ ΣΠΟΡΤΙΝΓΚ ΘΑ ΜΠΟΡΕΣΕΤΕ ΝΑ ΦΑΤΕ, ΝΑ ΑΚΟΥΣΕΤΕ ΜΟΥΖΙΚΗ ΚΑΙ ΝΑ ΧΟΡΕΨΕΤΕ — ΟΛΟΙ ΣΤΟ ΣΠΟΡΤΙΝΓΚ ! ΣΗΜ. — Κάθε ΚΥΡΙΑΚΗ πρωΐ ΜΑΤΙΝΕ ἀπὸ τὶς 11.30 π.μ. μέχρι 1.30 μ.μ. xyxy=(1150,1256,1568,2144)
listing-item: ΡΑΝΤΙΟ — Τηλ. 30282 JUST FOR FUN. (Ντόρη, Β. Φρόντυ Κόντον). xyxy=(36,399,233,439)
listing-item: ΣΤΡΑΝΤ — Τηλ. 22322 THE FINEST HOURS. xyxy=(36,447,160,473)
listing-item: ΜΙΑΜΙ — Τηλ. 78548 ALDATILAA — THE GREAT. (Ρόμπερτ Ροτζέρ, Καίθ Κέννεν). xyxy=(268,295,477,335)
casino-chatby-title: CASINO CHATBY xyxy=(38,482,258,511)
listing-item: ΚΑΙ·ΡΙΝΑ xyxy=(361,175,411,187)
credit-column-a: Λαχειοφόροι Ὁμολογίαι 3% Ἐκδόσεως 1951 — 69η κλήρωσις τῆς 15 Ἰουνίου 1965. Ὁ ἀριθμὸς 441087 κερδίζει λ. Αἰγ. 1000. Ὁ ἀριθμὸς 226786 κερδίζει λ. Αἰγ. 500. 65399 86453 92329 115648 129457 157810 158652 207777 250822 328870 339233 346445 379470 406142 474902 ΜΑΝ. ΓΙΑΛΟΥΡΑΚΗΣ xyxy=(1150,759,1356,925)
listings-column-right xyxy=(268,112,504,620)
table-row: Κρίστ. Ἀλεξάνδρεια — — xyxy=(519,1171,711,1182)
headline-credit-foncier: CREDIT FONCIER EGYPTIEN xyxy=(1175,728,1549,753)
headline-italy: Η ΙΤΑΛΙΚΗ ΚΙΝΗΜΑΤΟΓΡΑΦΙΚΗ ΒΙΟΜΗΧΑΝΙΑ ΚΑΙ ΤΟ ΚΡΑΤΟΣ xyxy=(518,841,712,881)
